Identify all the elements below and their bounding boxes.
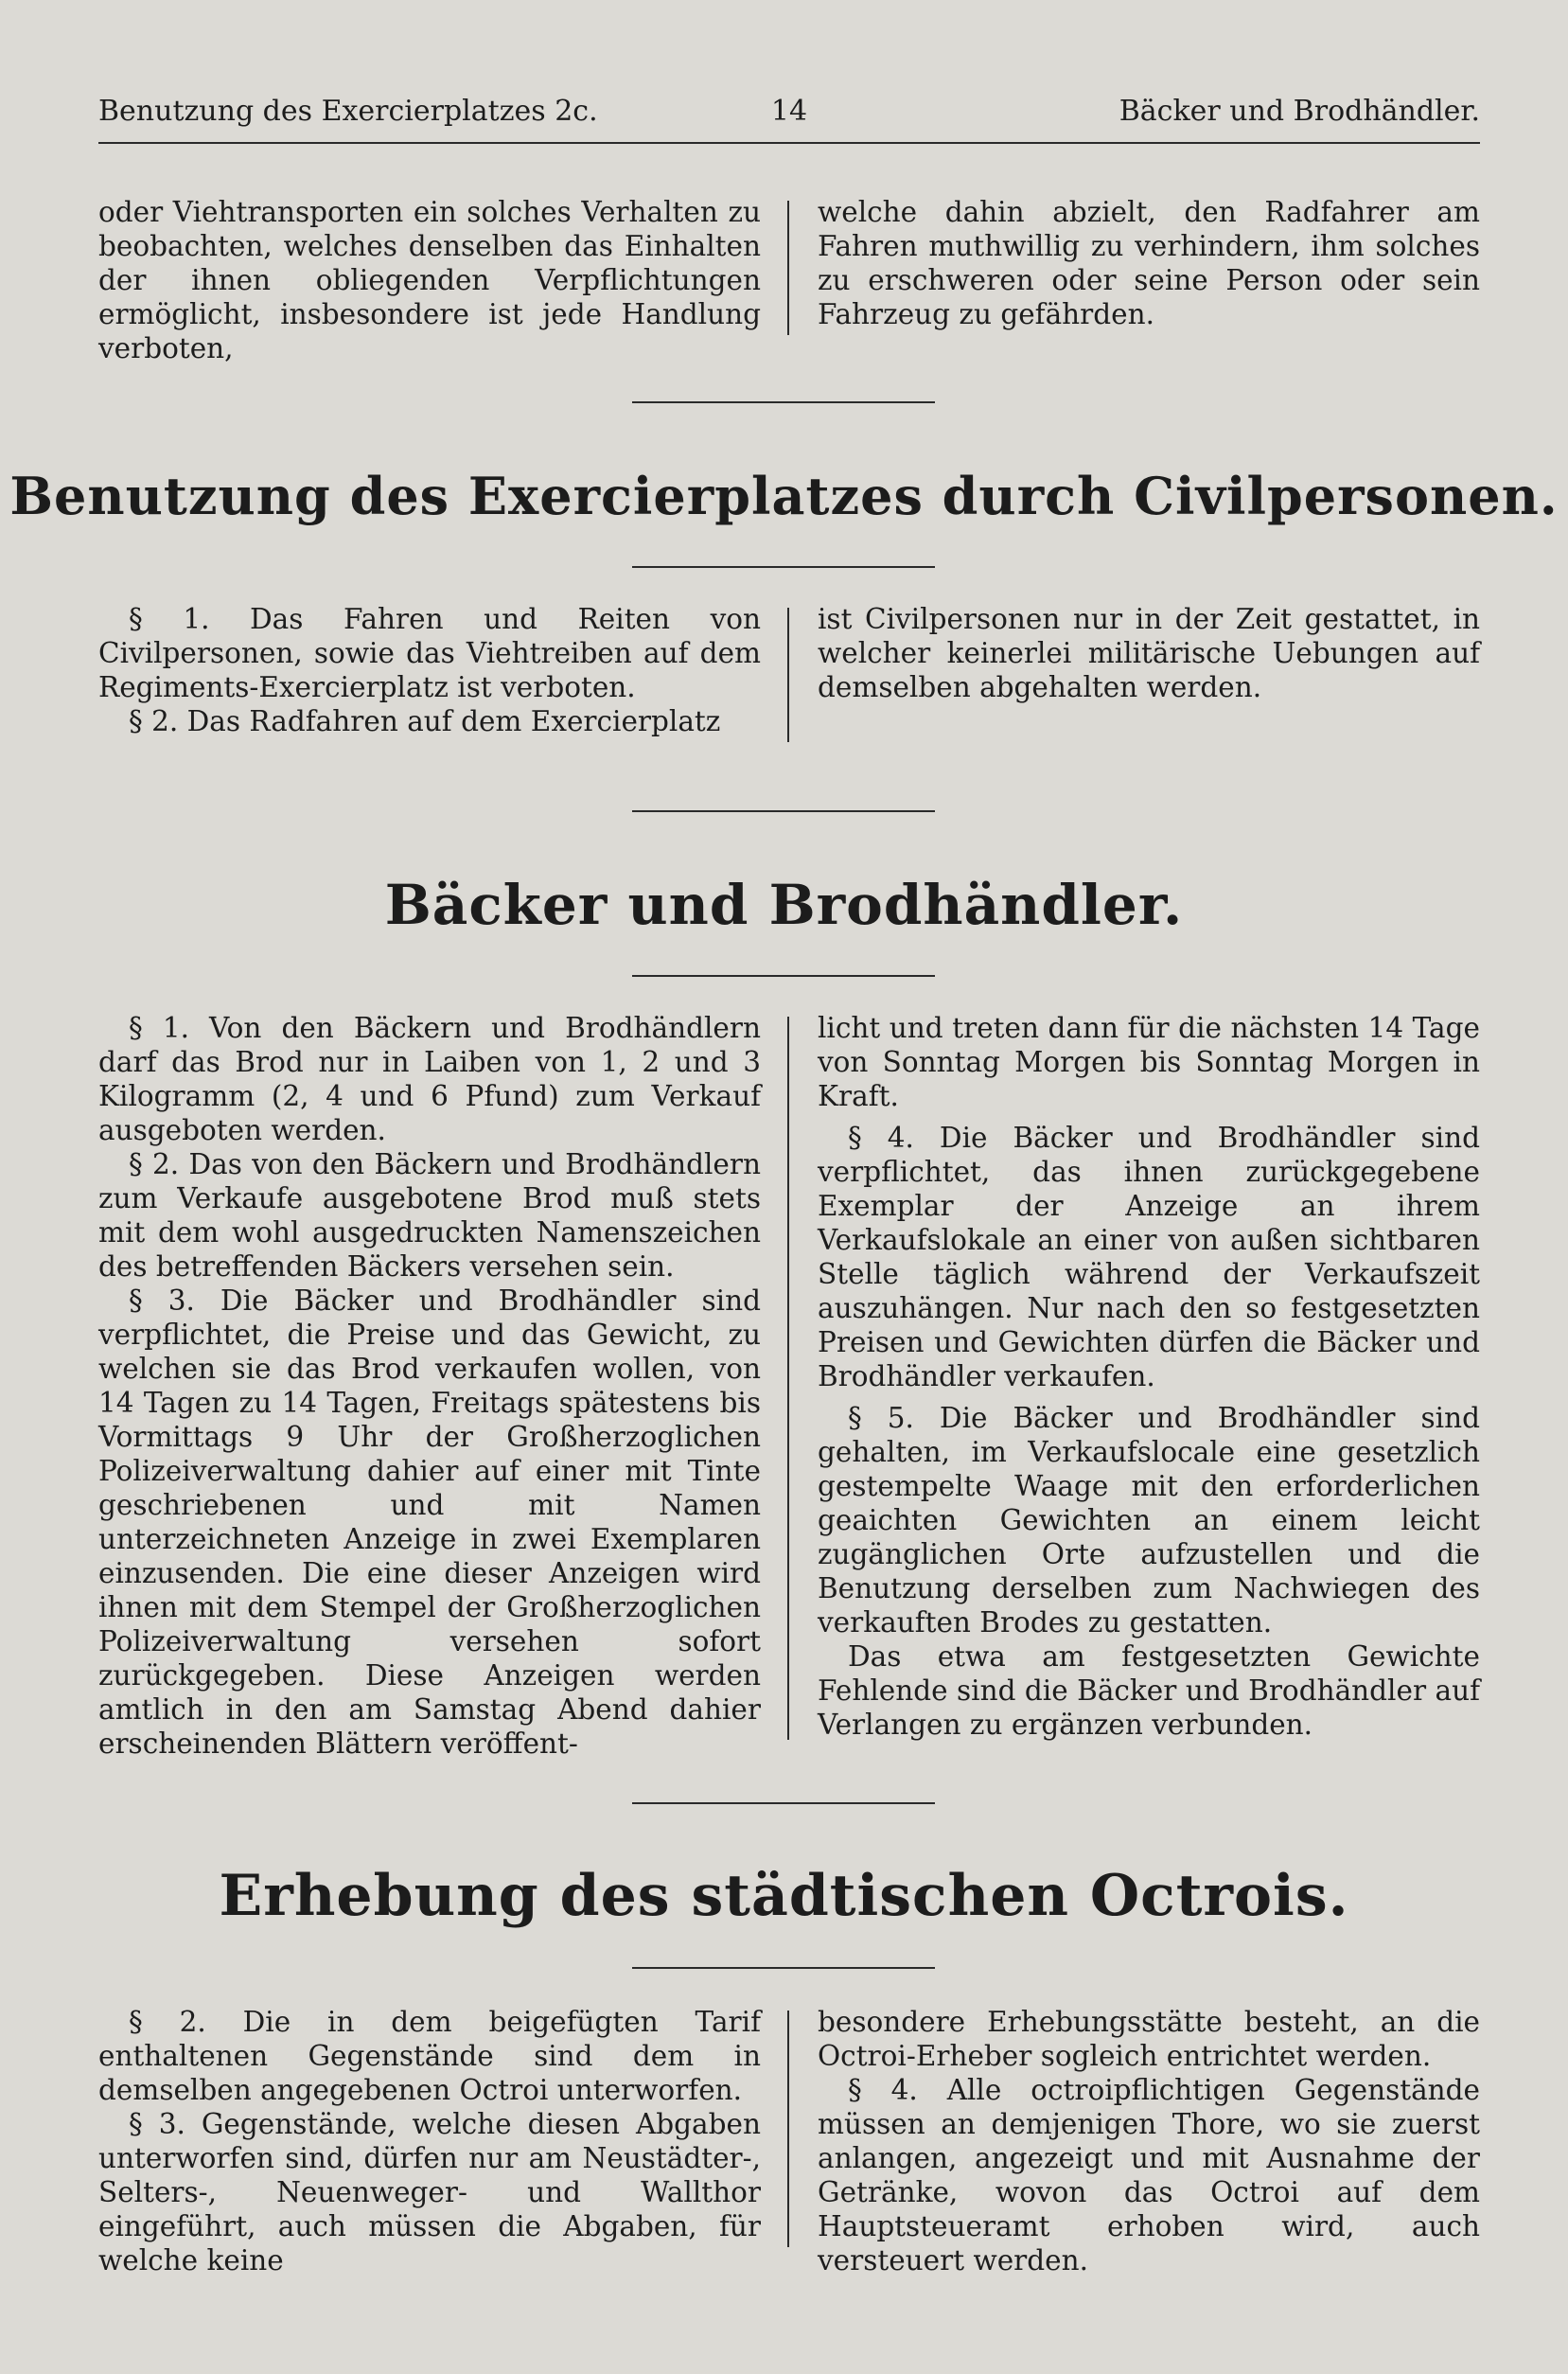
paragraph: ist Civilpersonen nur in der Zeit gestattet, in welcher keinerlei militärische Uebungen auf demselben abgehalten werden. [818, 603, 1480, 703]
paragraph: § 2. Das von den Bäckern und Brodhändlern zum Verkaufe ausgebotene Brod muß stets mit dem wohl ausgedruckten Namenszeichen des betreffenden Bäckers versehen sein. [98, 1148, 761, 1283]
continuation-block [98, 195, 1480, 364]
paragraph: § 4. Die Bäcker und Brodhändler sind verpflichtet, das ihnen zurückgegebene Exemplar der Anzeige an ihrem Verkaufslokale an einer von außen sichtbaren Stelle täglich während der Verkaufszeit auszuhängen. Nur nach den so festgesetzten Preisen und Gewichten dürfen die Bäcker und Brodhändler verkaufen. [818, 1122, 1480, 1392]
continuation-left-column [98, 195, 761, 365]
section-separator [632, 1802, 935, 1804]
section-octroi-right-column [818, 2005, 1480, 2277]
section-separator [632, 1967, 935, 1969]
running-head-right: Bäcker und Brodhändler. [1119, 95, 1480, 128]
section-baecker-right-column [818, 1011, 1480, 1742]
paragraph: Das etwa am festgesetzten Gewichte Fehlende sind die Bäcker und Brodhändler auf Verlangen zu ergänzen verbunden. [818, 1640, 1480, 1741]
column-divider [787, 201, 789, 335]
continuation-right-column [818, 195, 1480, 331]
section-separator [632, 566, 935, 568]
section-octroi-body [98, 2005, 1480, 2277]
section-separator [632, 975, 935, 977]
section-civilpersonen-left-column [98, 602, 761, 738]
paragraph: § 4. Alle octroipflichtigen Gegenstände müssen an demjenigen Thore, wo sie zuerst anlangen, angezeigt und mit Ausnahme der Getränke, wovon das Octroi auf dem Hauptsteueramt erhoben wird, auch versteuert werden. [818, 2074, 1480, 2277]
paragraph: besondere Erhebungsstätte besteht, an die Octroi-Erheber sogleich entrichtet werden. [818, 2006, 1480, 2072]
paragraph: oder Viehtransporten ein solches Verhalten zu beobachten, welches denselben das Einhalten der ihnen obliegenden Verpflichtungen ermöglicht, insbesondere ist jede Handlung verboten, [98, 196, 761, 364]
section-baecker-body [98, 1011, 1480, 1760]
paragraph: welche dahin abzielt, den Radfahrer am Fahren muthwillig zu verhindern, ihm solches zu erschweren oder seine Person oder sein Fahrzeug zu gefährden. [818, 196, 1480, 330]
header-rule [98, 142, 1480, 144]
page-number: 14 [770, 95, 808, 128]
paragraph: § 1. Von den Bäckern und Brodhändlern darf das Brod nur in Laiben von 1, 2 und 3 Kilogramm (2, 4 und 6 Pfund) zum Verkauf ausgeboten werden. [98, 1012, 761, 1146]
running-head-left: Benutzung des Exercierplatzes 2c. [98, 95, 598, 128]
paragraph: § 5. Die Bäcker und Brodhändler sind gehalten, im Verkaufslocale eine gesetzlich gestempelte Waage mit den erforderlichen geaichten Gewichten an einem leicht zugänglichen Orte aufzustellen und die Benutzung derselben zum Nachwiegen des verkauften Brodes zu gestatten. [818, 1402, 1480, 1639]
section-title-octroi: Erhebung des städtischen Octrois. [219, 1863, 1349, 1929]
section-title-baecker: Bäcker und Brodhändler. [384, 873, 1184, 937]
paragraph: § 2. Das Radfahren auf dem Exercierplatz [129, 705, 721, 737]
running-head [98, 95, 1480, 133]
paragraph: § 3. Gegenstände, welche diesen Abgaben unterworfen sind, dürfen nur am Neustädter-, Selters-, Neuenweger- und Wallthor eingeführt, auch müssen die Abgaben, für welche keine [98, 2108, 761, 2277]
paragraph: § 3. Die Bäcker und Brodhändler sind verpflichtet, die Preise und das Gewicht, zu welchen sie das Brod verkaufen wollen, von 14 Tagen zu 14 Tagen, Freitags spätestens bis Vormittags 9 Uhr der Großherzoglichen Polizeiverwaltung dahier auf einer mit Tinte geschriebenen und mit Namen unterzeichneten Anzeige in zwei Exemplaren einzusenden. Die eine dieser Anzeigen wird ihnen mit dem Stempel der Großherzoglichen Polizeiverwaltung versehen sofort zurückgegeben. Diese Anzeigen werden amtlich in den am Samstag Abend dahier erscheinenden Blättern veröffent- [98, 1284, 761, 1760]
section-civilpersonen-body [98, 602, 1480, 744]
column-divider [787, 2011, 789, 2247]
section-separator [632, 810, 935, 812]
section-title-civilpersonen: Benutzung des Exercierplatzes durch Civilpersonen. [9, 466, 1559, 526]
column-divider [787, 1017, 789, 1740]
section-baecker-left-column [98, 1011, 761, 1761]
column-divider [787, 608, 789, 742]
paragraph: § 1. Das Fahren und Reiten von Civilpersonen, sowie das Viehtreiben auf dem Regiments-Exercierplatz ist verboten. [98, 603, 761, 703]
section-civilpersonen-right-column [818, 602, 1480, 704]
paragraph: licht und treten dann für die nächsten 14 Tage von Sonntag Morgen bis Sonntag Morgen in Kraft. [818, 1012, 1480, 1112]
section-octroi-left-column [98, 2005, 761, 2277]
paragraph: § 2. Die in dem beigefügten Tarif enthaltenen Gegenstände sind dem in demselben angegebenen Octroi unterworfen. [98, 2006, 761, 2106]
section-separator [632, 401, 935, 403]
